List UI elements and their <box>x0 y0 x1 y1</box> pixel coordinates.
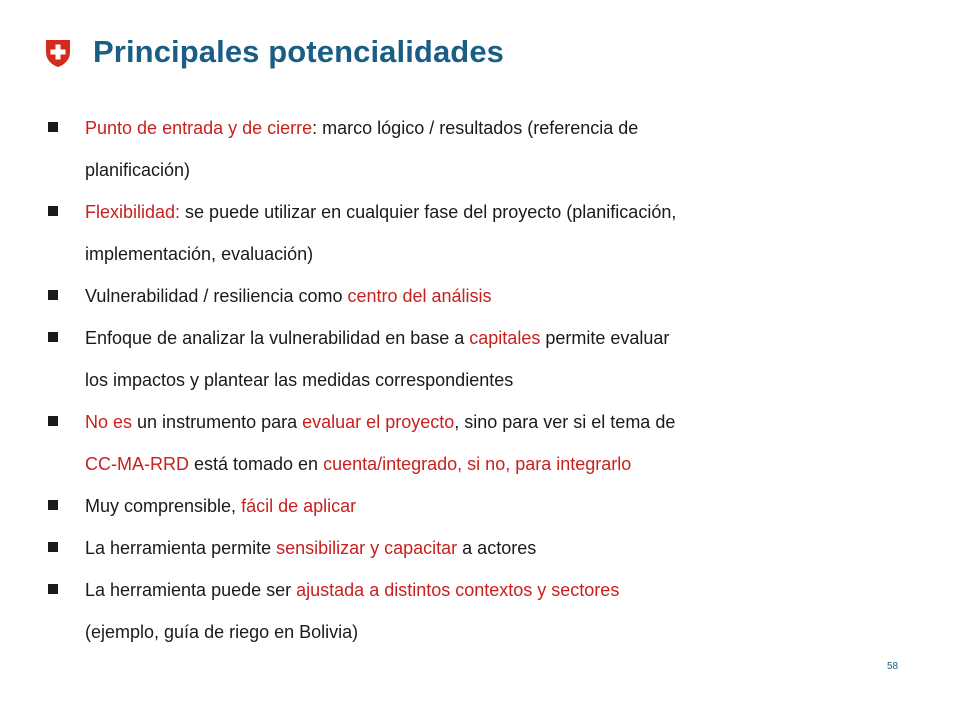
bullet-text <box>85 322 960 406</box>
body-text: se puede utilizar en cualquier fase del proyecto (planificación, <box>180 202 677 222</box>
bullet-line <box>85 154 960 196</box>
highlighted-text: Flexibilidad: <box>85 202 181 222</box>
body-text: : marco lógico / resultados (referencia de <box>312 118 639 138</box>
square-bullet-icon <box>48 332 58 342</box>
bullet-line <box>85 238 960 280</box>
slide-title: Principales potencialidades <box>93 34 505 69</box>
body-text: , sino para ver si el tema de <box>454 412 676 432</box>
highlighted-text: fácil de aplicar <box>241 496 357 516</box>
bullet-line <box>85 574 960 616</box>
body-text: los impactos y plantear las medidas correspondientes <box>85 370 514 390</box>
square-bullet-icon <box>48 122 58 132</box>
square-bullet-icon <box>48 290 58 300</box>
bullet-line <box>85 448 960 490</box>
body-text: Vulnerabilidad / resiliencia como <box>85 286 348 306</box>
highlighted-text: CC-MA-RRD <box>85 454 189 474</box>
page-number: 58 <box>887 661 899 672</box>
bullet-item <box>0 322 960 406</box>
bullet-text <box>85 406 960 490</box>
highlighted-text: cuenta/integrado, si no, para integrarlo <box>323 454 632 474</box>
highlighted-text: ajustada a distintos contextos y sectores <box>296 580 620 600</box>
bullet-item <box>0 490 960 532</box>
body-text: (ejemplo, guía de riego en Bolivia) <box>85 622 359 642</box>
square-bullet-icon <box>48 542 58 552</box>
bullet-list <box>0 112 960 658</box>
highlighted-text: capitales <box>469 328 541 348</box>
body-text: permite evaluar <box>540 328 670 348</box>
bullet-line <box>85 364 960 406</box>
body-text: planificación) <box>85 160 191 180</box>
bullet-line <box>85 616 960 658</box>
body-text: a actores <box>457 538 537 558</box>
highlighted-text: centro del análisis <box>347 286 492 306</box>
bullet-text <box>85 532 960 574</box>
bullet-text <box>85 574 960 658</box>
bullet-text <box>85 490 960 532</box>
highlighted-text: No es <box>85 412 133 432</box>
square-bullet-icon <box>48 416 58 426</box>
bullet-item <box>0 532 960 574</box>
bullet-line <box>85 490 960 532</box>
bullet-item <box>0 280 960 322</box>
bullet-text <box>85 280 960 322</box>
bullet-line <box>85 532 960 574</box>
body-text: La herramienta puede ser <box>85 580 297 600</box>
body-text: implementación, evaluación) <box>85 244 314 264</box>
bullet-line <box>85 112 960 154</box>
bullet-item <box>0 406 960 490</box>
body-text: un instrumento para <box>132 412 303 432</box>
bullet-line <box>85 322 960 364</box>
highlighted-text: sensibilizar y capacitar <box>276 538 458 558</box>
body-text: La herramienta permite <box>85 538 277 558</box>
bullet-item <box>0 574 960 658</box>
bullet-line <box>85 280 960 322</box>
highlighted-text: evaluar el proyecto <box>302 412 455 432</box>
square-bullet-icon <box>48 500 58 510</box>
body-text: está tomado en <box>188 454 324 474</box>
highlighted-text: Punto de entrada y de cierre <box>85 118 313 138</box>
bullet-item <box>0 196 960 280</box>
bullet-line <box>85 406 960 448</box>
bullet-line <box>85 196 960 238</box>
swiss-cross-shield-icon <box>44 38 72 68</box>
body-text: Muy comprensible, <box>85 496 242 516</box>
square-bullet-icon <box>48 206 58 216</box>
square-bullet-icon <box>48 584 58 594</box>
body-text: Enfoque de analizar la vulnerabilidad en base a <box>85 328 470 348</box>
bullet-text <box>85 112 960 196</box>
bullet-item <box>0 112 960 196</box>
bullet-text <box>85 196 960 280</box>
